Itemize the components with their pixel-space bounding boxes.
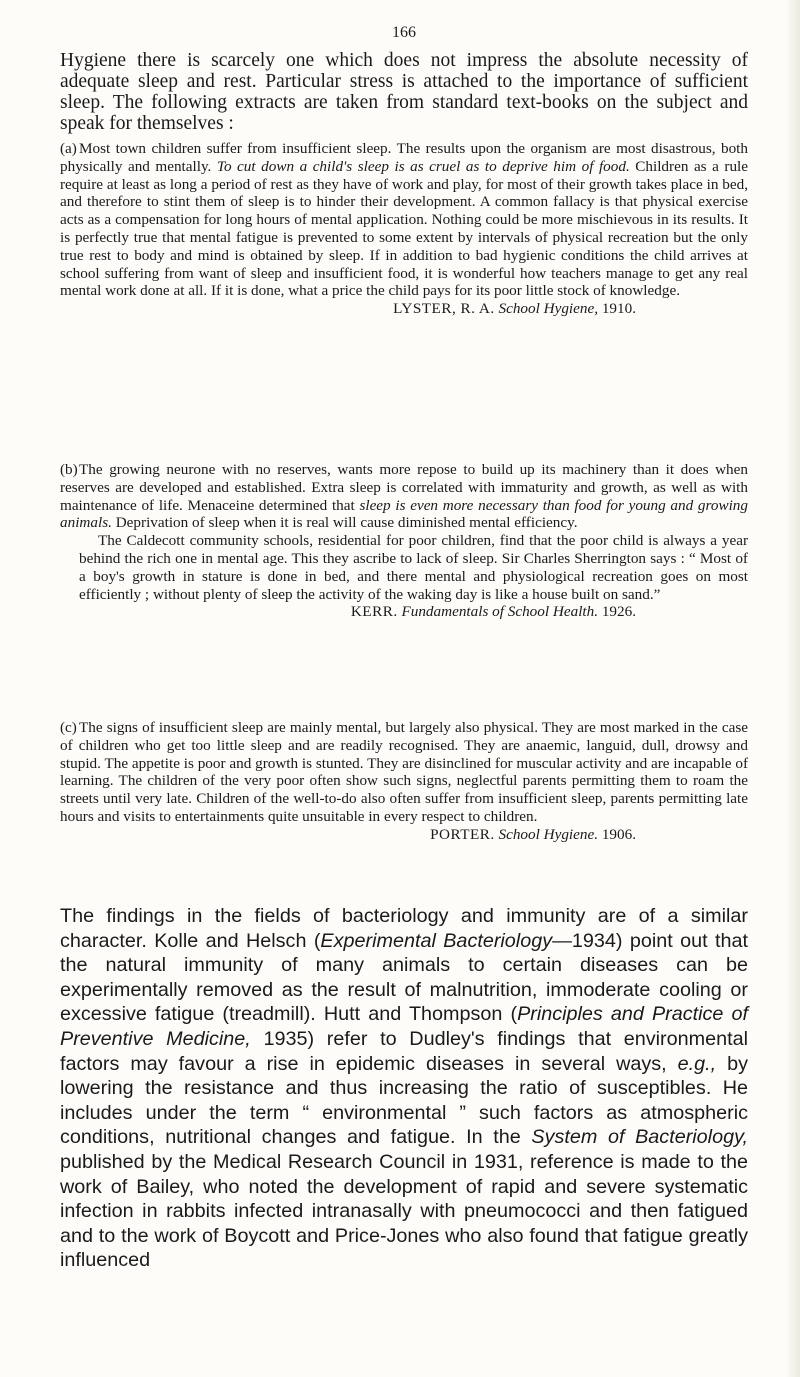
extract-b-citation: KERR. Fundamentals of School Health. 1926.: [350, 603, 636, 621]
body-paragraph: The findings in the fields of bacteriology and immunity are of a similar character. Kolle and Helsch (Experimental Bacteriology—1934) point out that the natural immunity of many animals to certain diseases can be experimentally removed as the result of malnutrition, immoderate cooling or excessive fatigue (treadmill). Hutt and Thompson (Principles and Practice of Preventive Medicine, 1935) refer to Dudley's findings that environmental factors may favour a rise in epidemic diseases in several ways, e.g., by lowering the resistance and thus increasing the ratio of susceptibles. He includes under the term “ environmental ” such factors as atmospheric conditions, nutritional changes and fatigue. In the System of Bacteriology, published by the Medical Research Council in 1931, reference is made to the work of Bailey, who noted the development of rapid and severe systematic infection in rabbits infected intranasally with pneumococci and then fatigued and to the work of Boycott and Price-Jones who also found that fatigue greatly influenced: [60, 905, 749, 1272]
intro-paragraph: Hygiene there is scarcely one which does not impress the absolute necessity of adequate sleep and rest. Particular stress is attached to the importance of sufficient sleep. The following extracts are taken from standard text-books on the subject and speak for themselves :: [60, 50, 748, 134]
extract-c-citation: PORTER. School Hygiene. 1906.: [430, 825, 636, 843]
extract-b-text: (b)The growing neurone with no reserves, wants more repose to build up its machinery than it does when reserves are developed and established. Extra sleep is correlated with immaturity and growth, as well as with maintenance of life. Menaceine determined that sleep is even more necessary than food for young and growing animals. Deprivation of sleep when it is real will cause diminished mental efficiency.: [60, 461, 748, 532]
extract-a-emphasis: To cut down a child's sleep is as cruel as to deprive him of food.: [216, 157, 630, 175]
extract-b: [60, 461, 748, 621]
page-number: 166: [392, 24, 416, 41]
extract-a-text: (a) Most town children suffer from insufficient sleep. The results upon the organism are most disastrous, both physically and mentally. To cut down a child's sleep is as cruel as to deprive him of food. Children as a rule require at least as long a period of rest as they have of work and play, for most of their growth takes place in bed, and therefore to stint them of sleep is to hinder their development. A common fallacy is that physical exercise acts as a compensation for long hours of mental application. Nothing could be more mischievous in its results. It is perfectly true that mental fatigue is prevented to some extent by intervals of physical recreation but the only true rest to body and mind is obtained by sleep. If in addition to bad hygienic conditions the child arrives at school suffering from want of sleep and insufficient food, it is wonderful how teachers manage to get any real mental work done at all. If it is done, what a price the child pays for its poor little stock of knowledge.: [60, 140, 748, 300]
page-edge-shadow: [786, 0, 800, 1377]
extract-c: [60, 719, 748, 844]
extract-b-second-paragraph: The Caldecott community schools, residential for poor children, find that the poor child is always a year behind the rich one in mental age. This they ascribe to lack of sleep. Sir Charles Sherrington says : “ Most of a boy's growth in stature is done in bed, and there mental and physiological recreation goes on most efficiently ; without plenty of sleep the activity of the waking day is like a house built on sand.”: [79, 532, 748, 603]
extract-b-marker: (b): [60, 461, 78, 478]
extract-b-emphasis: sleep is even more necessary than food for young and growing animals.: [60, 496, 748, 532]
extract-a-citation: LYSTER, R. A. School Hygiene, 1910.: [393, 300, 636, 318]
extract-a: [60, 140, 748, 318]
extract-c-marker: (c): [60, 719, 77, 736]
extract-a-marker: (a): [60, 140, 77, 157]
extract-c-text: (c) The signs of insufficient sleep are mainly mental, but largely also physical. They are most marked in the case of children who get too little sleep and are readily recognised. They are anaemic, languid, dull, drowsy and stupid. The appetite is poor and growth is stunted. They are disinclined for muscular activity and are incapable of learning. The children of the very poor often show such signs, neglectful parents permitting them to roam the streets until very late. Children of the well-to-do also often suffer from insufficient sleep, parents permitting late hours and visits to entertainments quite unsuitable in every respect to children.: [60, 719, 748, 825]
